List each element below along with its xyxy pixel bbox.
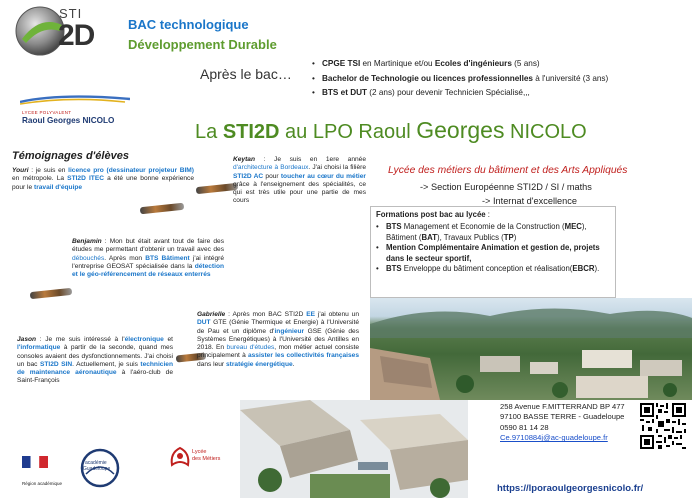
region-academique-logo <box>22 455 68 486</box>
academie-guadeloupe-logo <box>80 448 120 488</box>
lycee-metiers-emblem-icon <box>168 445 192 469</box>
sti2d-logo <box>14 5 114 57</box>
lycee-metiers-title: Lycée des métiers du bâtiment et des Arts Appliqués <box>388 165 628 176</box>
school-logo-swoosh-icon <box>20 93 130 105</box>
formations-box <box>370 206 616 298</box>
contact-address: 258 Avenue F.MITTERRAND BP 477 <box>500 402 625 411</box>
testimonial-youri: Youri : je suis en licence pro (dessinateur projeteur BIM) en métropole. La STI2D ITEC a été une bonne expérience pour le travail d'équipe <box>12 167 194 191</box>
formation-bts-ebcr: • BTS Enveloppe du bâtiment conception et réalisation(EBCR). <box>376 264 610 275</box>
testimonial-keytan: Keytan : Je suis en 1ere année d'architecture à Bordeaux. J'ai choisi la filière STI2D AC pour toucher au cœur du métier grâce à l'enseignement des spécialités, ce qui est très utile pour une partie de mes cours <box>233 156 366 205</box>
option-cpge: • CPGE TSI en Martinique et/ou Ecoles d'ingénieurs (5 ans) <box>312 57 692 72</box>
lycee-metiers-text-2: des Métiers <box>192 456 221 462</box>
contact-phone: 0590 81 14 28 <box>500 422 549 432</box>
campus-aerial-photo <box>370 298 692 400</box>
formation-bts-mec: • BTS Management et Economie de la Construction (MEC), Bâtiment (BAT), Travaux Publics (TP) <box>376 222 610 243</box>
academie-text-2: Guadeloupe <box>83 466 111 472</box>
rod-image-3 <box>30 288 73 299</box>
testimonial-gabrielle: Gabrielle : Après mon BAC STI2D EE j'ai obtenu un DUT GTE (Génie Thermique et Energie) à l'Université de Pau et un diplôme d'ingénieur GSE (Génie des Systèmes Energétiques) à l'Université des Antilles en 2018. En bureau d'études, mon métier actuel consiste principalement à assister les collectivités françaises dans leur stratégie énergétique. <box>197 311 360 368</box>
formations-list <box>376 222 610 275</box>
school-logo <box>20 92 140 132</box>
after-bac-options <box>312 57 692 101</box>
lycee-des-metiers-logo <box>168 445 221 489</box>
academie-text-1: académie <box>85 460 107 466</box>
formations-title: Formations post bac au lycée : <box>376 210 490 219</box>
testimonials-title: Témoignages d'élèves <box>12 150 129 162</box>
lycee-metiers-text-1: Lycée <box>192 449 207 455</box>
contact-email[interactable]: Ce.9710884j@ac-guadeloupe.fr <box>500 433 608 443</box>
main-title: La STI2D au LPO Raoul Georges NICOLO <box>195 117 587 143</box>
bac-technologique-title: BAC technologique <box>128 17 249 32</box>
school-logo-name: Raoul Georges NICOLO <box>22 116 115 125</box>
qr-code-icon <box>640 403 686 449</box>
contact-block <box>500 402 625 444</box>
rod-image-1 <box>140 203 184 215</box>
website-link[interactable]: https://lporaoulgeorgesnicolo.fr/ <box>497 483 644 494</box>
logo-2d-text: 2D <box>58 19 95 52</box>
formation-mention: • Mention Complémentaire Animation et gestion de, projets dans le secteur sportif, <box>376 243 610 264</box>
french-flag-icon <box>22 456 48 468</box>
testimonial-benjamin: Benjamin : Mon but était avant tout de faire des études me permettant d'obtenir un travail avec des débouchés. Après mon BTS Bâtiment j'ai intégré l'entreprise GEOSAT spécialisée dans la détection et le géo-référencement de réseaux enterrés <box>72 238 224 279</box>
internat-line: -> Internat d'excellence <box>482 196 577 206</box>
campus-building-photo <box>240 400 468 498</box>
option-bts-dut: • BTS et DUT (2 ans) pour devenir Technicien Spécialisé,,, <box>312 86 692 101</box>
testimonial-jason: Jason : Je me suis intéressé à l'électronique et l'informatique à partir de la seconde, quand mes consoles avaient des dysfonctionnements. J'ai choisi un bac STI2D SIN. Actuellement, je suis technicien de maintenance aéronautique à l'aéro-club de Saint-François <box>17 336 173 385</box>
apres-bac-heading: Après le bac… <box>200 66 292 82</box>
developpement-durable-title: Développement Durable <box>128 37 277 52</box>
logo-sti-text: STI <box>59 6 83 21</box>
rod-image-2 <box>196 183 239 194</box>
contact-city: 97100 BASSE TERRE - Guadeloupe <box>500 412 625 422</box>
section-europeenne-line: -> Section Européenne STI2D / SI / maths <box>420 182 592 192</box>
qr-code <box>640 403 686 449</box>
school-logo-top-text: LYCEE POLYVALENT <box>22 110 72 115</box>
option-bachelor: • Bachelor de Technologie ou licences professionnelles à l'université (3 ans) <box>312 72 692 87</box>
region-academique-text: Région académique <box>22 481 63 486</box>
